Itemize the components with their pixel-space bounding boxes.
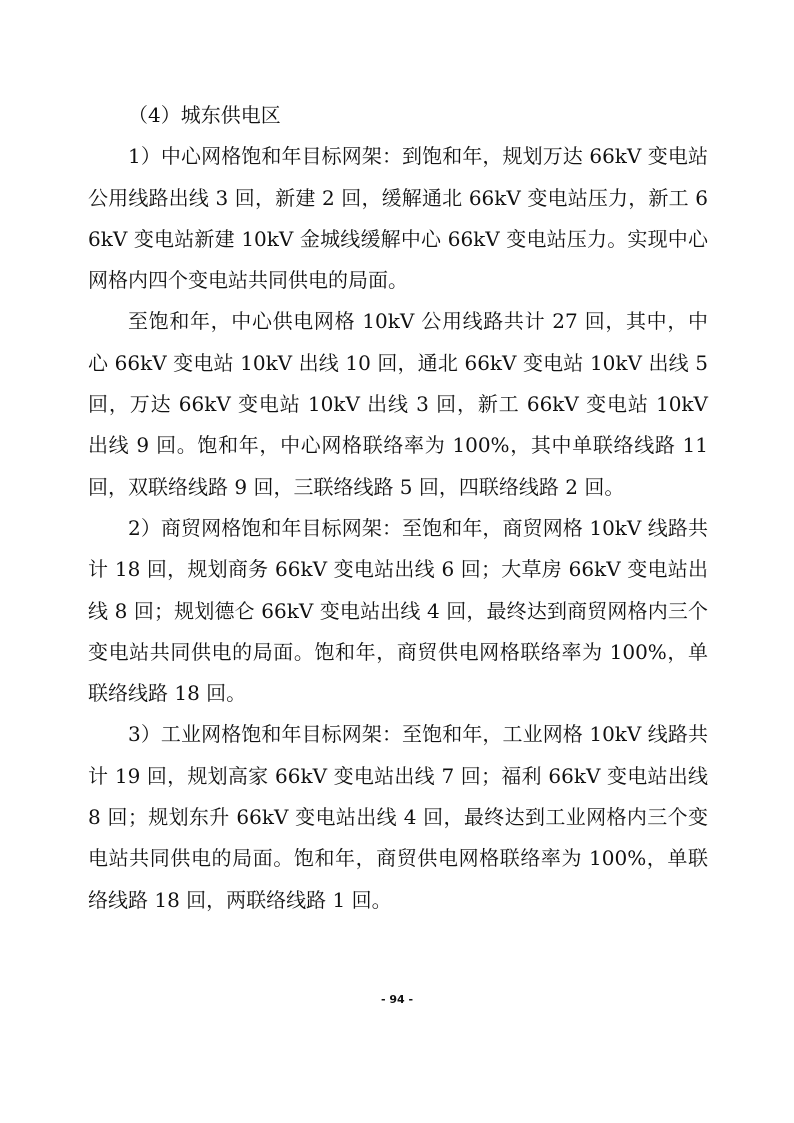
paragraph-industrial-grid: 3）工业网格饱和年目标网架：至饱和年，工业网格 10kV 线路共计 19 回，规划高家 66kV 变电站出线 7 回；福利 66kV 变电站出线 8 回；规划东升 66kV 变电站出线 4 回，最终达到工业网格内三个变电站共同供电的局面。饱和年，商贸供电网格联络率为 100%，单联络线路 18 回，两联络线路 1 回。 <box>88 722 708 912</box>
paragraph-commercial-grid: 2）商贸网格饱和年目标网架：至饱和年，商贸网格 10kV 线路共计 18 回，规划商务 66kV 变电站出线 6 回；大草房 66kV 变电站出线 8 回；规划德仑 66kV 变电站出线 4 回，最终达到商贸网格内三个变电站共同供电的局面。饱和年，商贸供电网格联络率为 100%，单联络线路 18 回。 <box>88 515 708 706</box>
page-number: - 94 - <box>380 993 414 1006</box>
document-body <box>88 95 708 921</box>
paragraph-central-grid-lines: 至饱和年，中心供电网格 10kV 公用线路共计 27 回，其中，中心 66kV 变电站 10kV 出线 10 回，通北 66kV 变电站 10kV 出线 5 回，万达 66kV 变电站 10kV 出线 3 回，新工 66kV 变电站 10kV 出线 9 回。饱和年，中心网格联络率为 100%，其中单联络线路 11 回，双联络线路 9 回，三联络线路 5 回，四联络线路 2 回。 <box>88 309 708 499</box>
paragraph-list <box>88 136 708 921</box>
paragraph-central-grid: 1）中心网格饱和年目标网架：到饱和年，规划万达 66kV 变电站公用线路出线 3 回，新建 2 回，缓解通北 66kV 变电站压力，新工 66kV 变电站新建 10kV 金城线缓解中心 66kV 变电站压力。实现中心网格内四个变电站共同供电的局面。 <box>88 144 708 293</box>
section-heading: （4）城东供电区 <box>128 103 281 127</box>
